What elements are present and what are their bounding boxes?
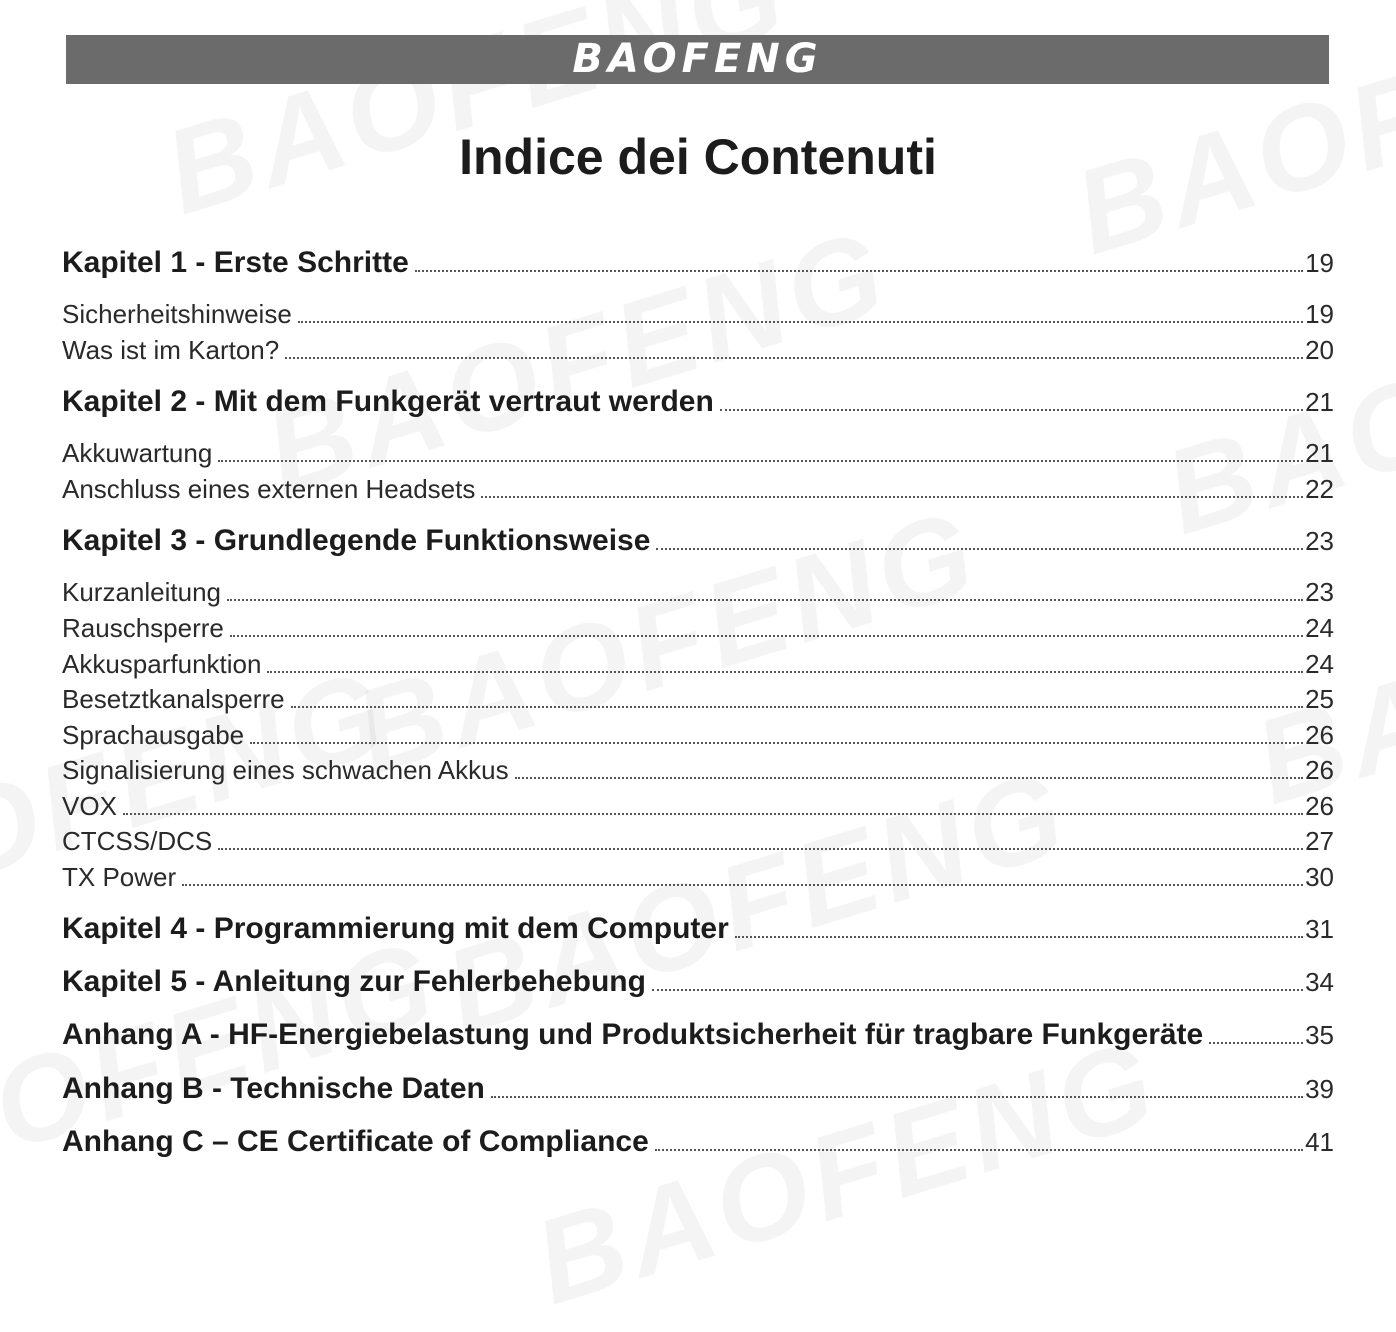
toc-section[interactable] bbox=[62, 684, 1334, 715]
toc-entry-label: Anhang A - HF-Energiebelastung und Produktsicherheit für tragbare Funkgeräte bbox=[62, 1018, 1204, 1051]
toc-entry-label: Sicherheitshinweise bbox=[62, 299, 292, 329]
header-bar bbox=[66, 35, 1329, 84]
toc-section[interactable] bbox=[62, 577, 1334, 608]
dot-leader bbox=[218, 848, 1303, 850]
toc-page-number: 41 bbox=[1305, 1127, 1334, 1157]
toc-section[interactable] bbox=[62, 649, 1334, 680]
toc-page-number: 26 bbox=[1305, 791, 1334, 821]
toc-chapter-5[interactable] bbox=[62, 965, 1334, 999]
dot-leader bbox=[1209, 1042, 1303, 1044]
toc-page-number: 21 bbox=[1305, 438, 1334, 468]
toc-section[interactable] bbox=[62, 335, 1334, 366]
toc-chapter-2[interactable] bbox=[62, 385, 1334, 419]
dot-leader bbox=[481, 496, 1303, 498]
toc-chapter-3[interactable] bbox=[62, 524, 1334, 558]
dot-leader bbox=[291, 706, 1304, 708]
toc-entry-label: Kurzanleitung bbox=[62, 577, 221, 607]
toc-page-number: 27 bbox=[1305, 826, 1334, 856]
dot-leader bbox=[298, 321, 1303, 323]
toc-entry-label: Sprachausgabe bbox=[62, 720, 245, 750]
dot-leader bbox=[227, 599, 1303, 601]
toc-appendix-c[interactable] bbox=[62, 1125, 1334, 1159]
brand-logo: BAOFENG bbox=[572, 36, 823, 82]
toc-page-number: 24 bbox=[1305, 649, 1334, 679]
page-title: Indice dei Contenuti bbox=[459, 129, 937, 185]
dot-leader bbox=[285, 357, 1303, 359]
toc-page-number: 21 bbox=[1305, 387, 1334, 417]
dot-leader bbox=[415, 270, 1303, 272]
toc-page-number: 31 bbox=[1305, 914, 1334, 944]
dot-leader bbox=[515, 777, 1303, 779]
toc-entry-label: VOX bbox=[62, 791, 117, 821]
dot-leader bbox=[218, 460, 1303, 462]
dot-leader bbox=[720, 409, 1303, 411]
toc-entry-label: Kapitel 2 - Mit dem Funkgerät vertraut werden bbox=[62, 385, 714, 418]
toc-page-number: 39 bbox=[1305, 1074, 1334, 1104]
toc-entry-label: Anschluss eines externen Headsets bbox=[62, 474, 476, 504]
toc-entry-label: Anhang B - Technische Daten bbox=[62, 1072, 485, 1105]
toc-page-number: 23 bbox=[1305, 577, 1334, 607]
toc-page-number: 25 bbox=[1305, 684, 1334, 714]
toc-entry-label: Akkusparfunktion bbox=[62, 649, 262, 679]
dot-leader bbox=[230, 635, 1303, 637]
toc-entry-label: Signalisierung eines schwachen Akkus bbox=[62, 755, 509, 785]
watermark-logo bbox=[520, 1012, 1174, 1332]
toc-section[interactable] bbox=[62, 826, 1334, 857]
toc-section[interactable] bbox=[62, 299, 1334, 330]
toc-section[interactable] bbox=[62, 613, 1334, 644]
toc-appendix-a[interactable] bbox=[62, 1018, 1334, 1052]
toc-page-number: 19 bbox=[1305, 248, 1334, 278]
dot-leader bbox=[655, 1149, 1303, 1151]
toc-appendix-b[interactable] bbox=[62, 1072, 1334, 1106]
dot-leader bbox=[182, 884, 1303, 886]
toc-entry-label: Anhang C – CE Certificate of Compliance bbox=[62, 1125, 649, 1158]
dot-leader bbox=[735, 936, 1303, 938]
toc-entry-label: Kapitel 1 - Erste Schritte bbox=[62, 246, 409, 279]
toc-page-number: 26 bbox=[1305, 720, 1334, 750]
toc-page-number: 24 bbox=[1305, 613, 1334, 643]
toc-section[interactable] bbox=[62, 720, 1334, 751]
dot-leader bbox=[491, 1096, 1303, 1098]
toc-chapter-4[interactable] bbox=[62, 912, 1334, 946]
dot-leader bbox=[267, 671, 1303, 673]
toc-page-number: 22 bbox=[1305, 474, 1334, 504]
toc-page-number: 23 bbox=[1305, 526, 1334, 556]
toc-section[interactable] bbox=[62, 791, 1334, 822]
toc-page-number: 34 bbox=[1305, 967, 1334, 997]
toc-entry-label: Was ist im Karton? bbox=[62, 335, 280, 365]
toc-section[interactable] bbox=[62, 474, 1334, 505]
toc-page-number: 35 bbox=[1305, 1020, 1334, 1050]
dot-leader bbox=[656, 548, 1303, 550]
toc-entry-label: CTCSS/DCS bbox=[62, 826, 213, 856]
toc-entry-label: Akkuwartung bbox=[62, 438, 213, 468]
toc-entry-label: Kapitel 3 - Grundlegende Funktionsweise bbox=[62, 524, 651, 557]
toc-section[interactable] bbox=[62, 755, 1334, 786]
toc-entry-label: Besetztkanalsperre bbox=[62, 684, 285, 714]
dot-leader bbox=[123, 813, 1303, 815]
toc-page-number: 20 bbox=[1305, 335, 1334, 365]
toc-entry-label: Kapitel 5 - Anleitung zur Fehlerbehebung bbox=[62, 965, 646, 998]
toc-entry-label: Kapitel 4 - Programmierung mit dem Computer bbox=[62, 912, 729, 945]
toc-chapter-1[interactable] bbox=[62, 246, 1334, 280]
toc-section[interactable] bbox=[62, 862, 1334, 893]
toc-page-number: 19 bbox=[1305, 299, 1334, 329]
dot-leader bbox=[652, 989, 1303, 991]
toc-entry-label: Rauschsperre bbox=[62, 613, 224, 643]
dot-leader bbox=[250, 742, 1303, 744]
toc-page-number: 26 bbox=[1305, 755, 1334, 785]
toc-page-number: 30 bbox=[1305, 862, 1334, 892]
toc-section[interactable] bbox=[62, 438, 1334, 469]
toc-entry-label: TX Power bbox=[62, 862, 177, 892]
